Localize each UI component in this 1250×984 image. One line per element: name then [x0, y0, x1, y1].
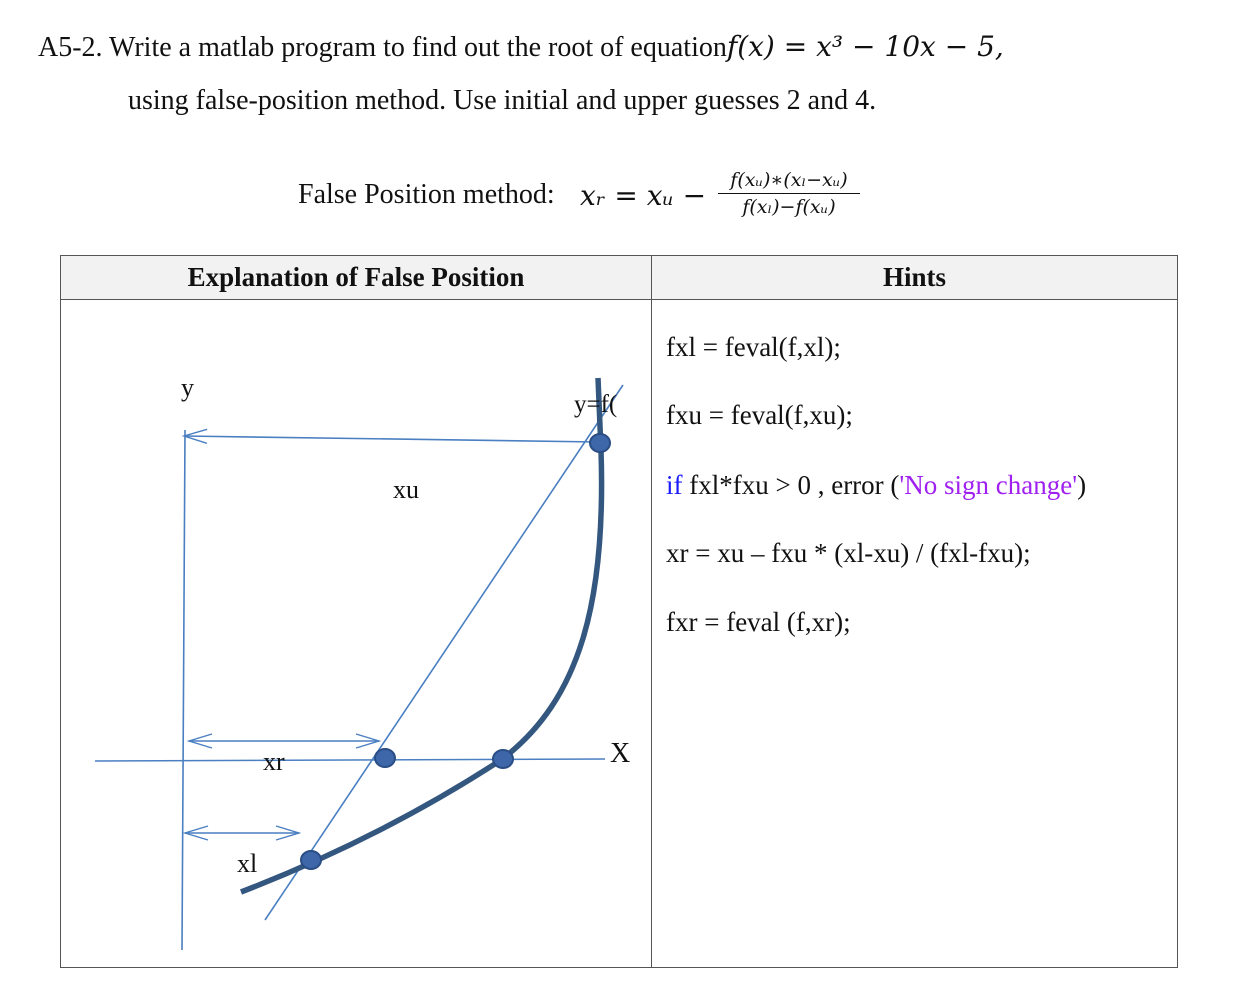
hint-line-fxl: fxl = feval(f,xl); [666, 332, 841, 362]
xu-label: xu [393, 475, 419, 504]
xu-distance-arrow [184, 436, 598, 442]
explanation-cell [61, 300, 652, 968]
question-line-2: using false-position method. Use initial and upper guesses 2 and 4. [128, 85, 877, 116]
curve-label: y=f( [574, 391, 618, 418]
hint-sign-check-code: fxl*fxu > 0 , error ( [682, 470, 900, 500]
header-hints: Hints [652, 256, 1178, 300]
hint-keyword-if: if [666, 470, 683, 500]
hint-sign-check-end: ) [1077, 470, 1087, 500]
hints-cell [652, 300, 1178, 968]
hint-error-string: 'No sign change' [899, 470, 1078, 500]
false-position-diagram [61, 300, 651, 962]
formula-lhs: xᵣ = xᵤ − [580, 179, 707, 212]
point-root [493, 750, 513, 768]
point-xu [590, 434, 610, 452]
hint-line-sign-check [666, 470, 1086, 501]
formula-numerator: f(xᵤ)∗(xₗ−xᵤ) [730, 169, 848, 191]
hint-line-fxu: fxu = feval(f,xu); [666, 400, 853, 430]
hint-line-xr: xr = xu – fxu * (xl-xu) / (fxl-fxu); [666, 538, 1031, 568]
function-curve [241, 378, 602, 892]
hint-line-fxr: fxr = feval (f,xr); [666, 607, 851, 637]
question-text: A5-2. Write a matlab program to find out the root of equation [38, 32, 727, 63]
formula-denominator: f(xₗ)−f(xᵤ) [742, 196, 836, 218]
x-axis-label: X [610, 738, 631, 769]
xr-label: xr [263, 747, 285, 776]
header-explanation: Explanation of False Position [61, 256, 652, 300]
xl-label: xl [237, 849, 258, 878]
y-axis-label: y [181, 373, 194, 402]
explanation-hints-table [60, 255, 1178, 968]
question-line-1 [38, 30, 1004, 64]
secant-line [265, 385, 623, 920]
question-equation: f(x) = x³ − 10x − 5, [726, 30, 1004, 63]
formula-fraction [714, 169, 864, 218]
point-xr [375, 749, 395, 767]
x-axis-line [95, 759, 605, 761]
formula-label: False Position method: [298, 179, 555, 210]
point-xl [301, 851, 321, 869]
y-axis-line [182, 430, 185, 950]
